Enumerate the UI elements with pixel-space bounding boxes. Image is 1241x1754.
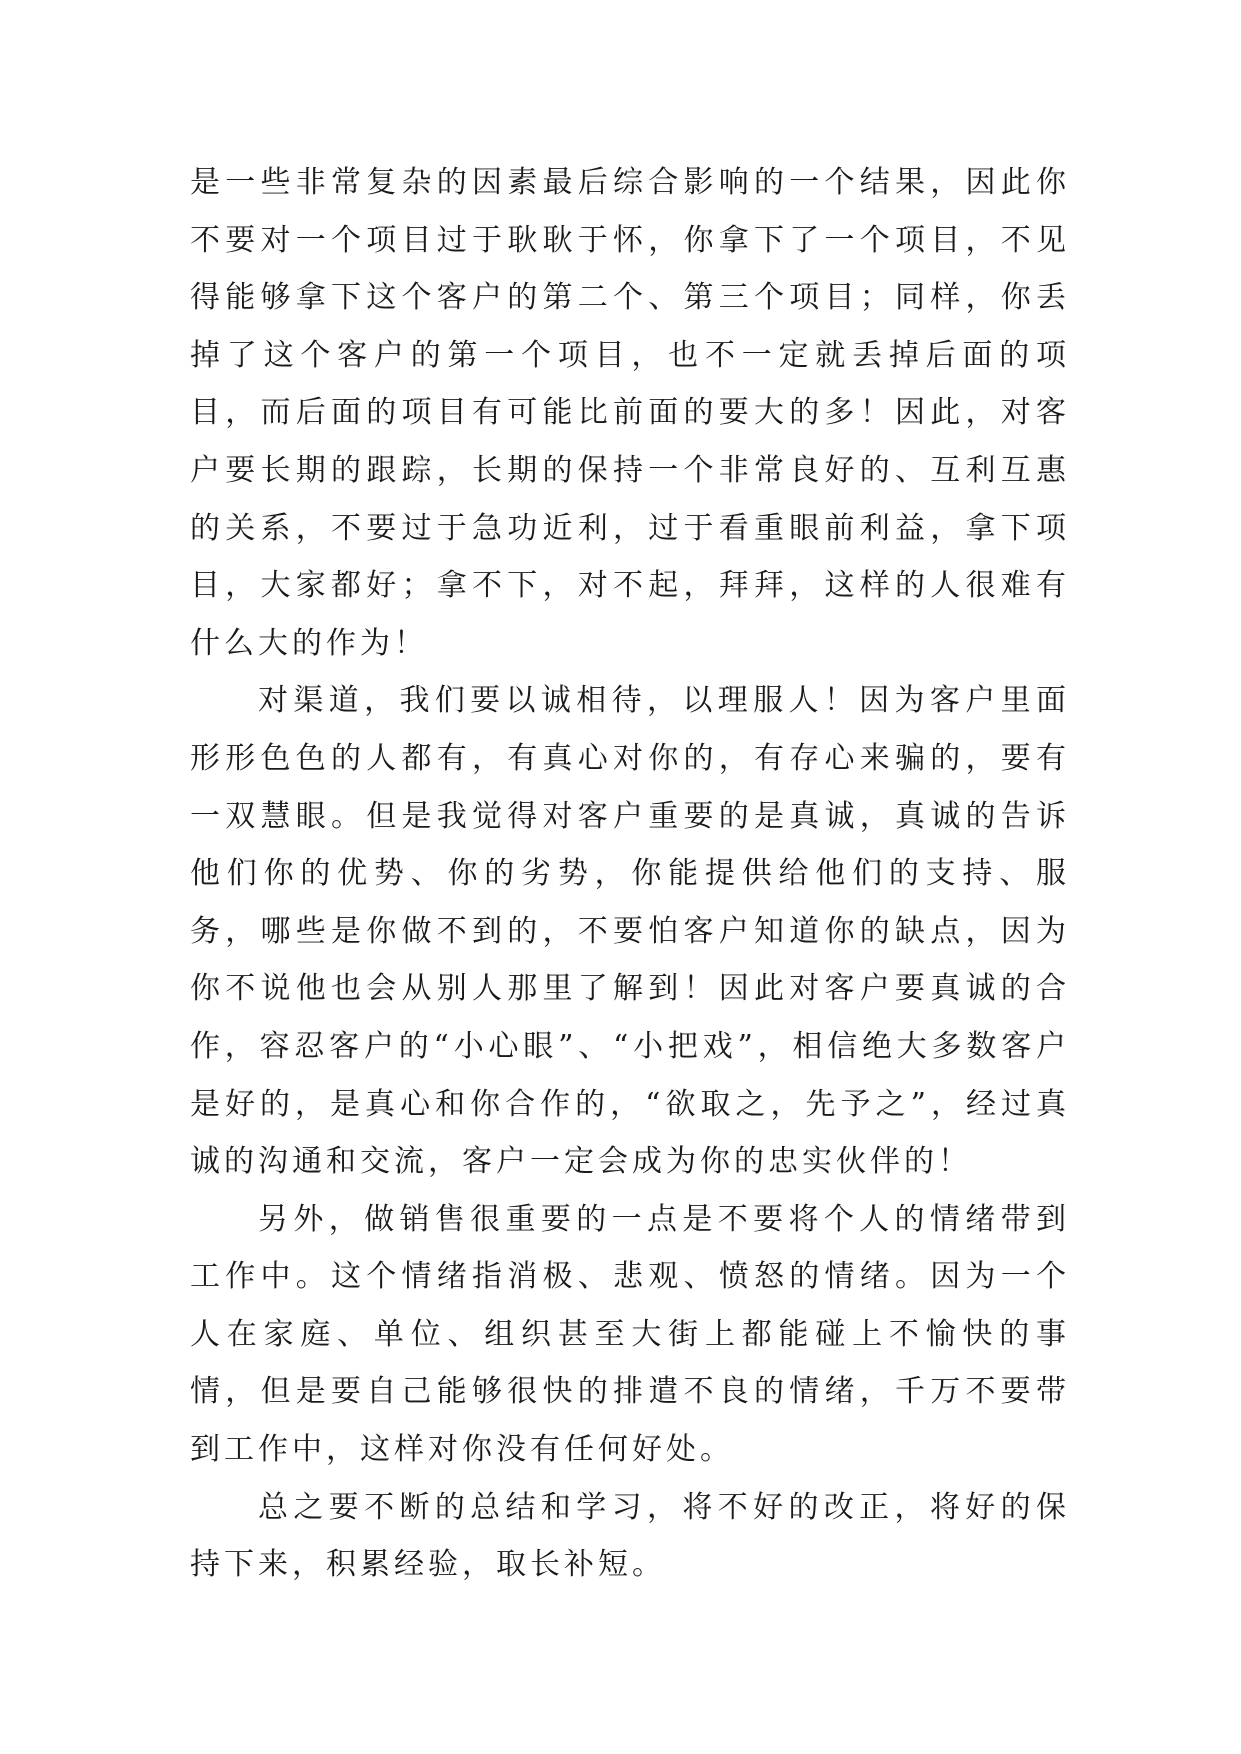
paragraph-1: 是一些非常复杂的因素最后综合影响的一个结果，因此你不要对一个项目过于耿耿于怀，你拿下了一个项目，不见得能够拿下这个客户的第二个、第三个项目；同样，你丢掉了这个客户的第一个项目，也不一定就丢掉后面的项目，而后面的项目有可能比前面的要大的多！因此，对客户要长期的跟踪，长期的保持一个非常良好的、互利互惠的关系，不要过于急功近利，过于看重眼前利益，拿下项目，大家都好；拿不下，对不起，拜拜，这样的人很难有什么大的作为！	[190, 165, 1070, 661]
body-text	[190, 154, 1070, 1594]
paragraph-3: 另外，做销售很重要的一点是不要将个人的情绪带到工作中。这个情绪指消极、悲观、愤怒的情绪。因为一个人在家庭、单位、组织甚至大街上都能碰上不愉快的事情，但是要自己能够很快的排遣不良的情绪，千万不要带到工作中，这样对你没有任何好处。	[190, 1201, 1070, 1468]
paragraph-4: 总之要不断的总结和学习，将不好的改正，将好的保持下来，积累经验，取长补短。	[190, 1489, 1070, 1583]
paragraph-2: 对渠道，我们要以诚相待，以理服人！因为客户里面形形色色的人都有，有真心对你的，有存心来骗的，要有一双慧眼。但是我觉得对客户重要的是真诚，真诚的告诉他们你的优势、你的劣势，你能提供给他们的支持、服务，哪些是你做不到的，不要怕客户知道你的缺点，因为你不说他也会从别人那里了解到！因此对客户要真诚的合作，容忍客户的“小心眼”、“小把戏”，相信绝大多数客户是好的，是真心和你合作的，“欲取之，先予之”，经过真诚的沟通和交流，客户一定会成为你的忠实伙伴的！	[190, 683, 1070, 1180]
